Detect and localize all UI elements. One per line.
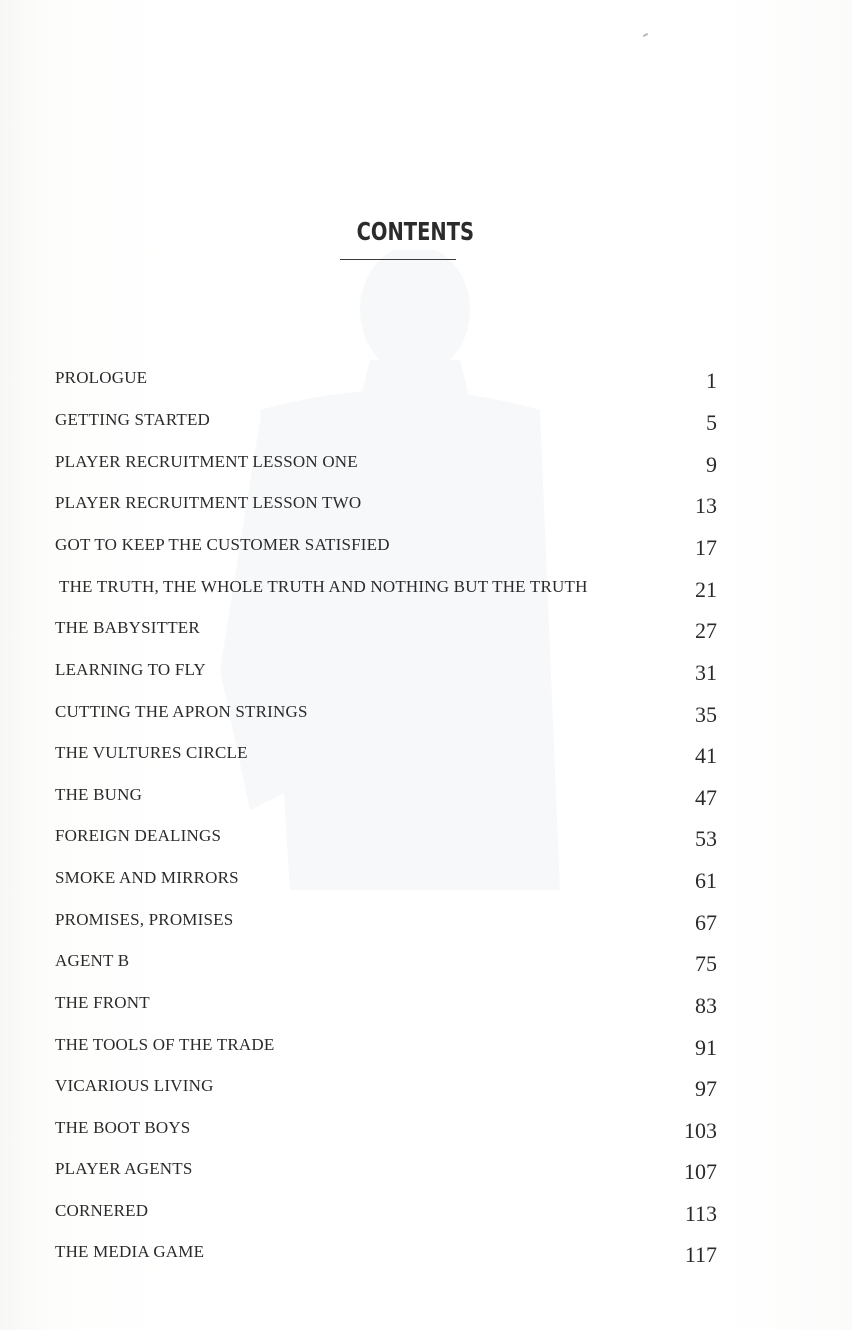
toc-entry-title: THE TRUTH, THE WHOLE TRUTH AND NOTHING BUT THE TRUTH <box>59 577 588 596</box>
toc-entry-page-number: 17 <box>695 535 717 560</box>
toc-entry-page-number: 13 <box>695 493 717 518</box>
toc-entry-title: THE MEDIA GAME <box>55 1242 205 1261</box>
toc-entry[interactable] <box>55 452 717 482</box>
toc-entry[interactable] <box>55 910 717 940</box>
toc-entry-page-number: 53 <box>695 826 717 851</box>
toc-entry-title: PROMISES, PROMISES <box>55 910 234 929</box>
toc-entry-title: CUTTING THE APRON STRINGS <box>55 702 308 721</box>
toc-entry-page-number: 75 <box>695 951 717 976</box>
toc-entry[interactable] <box>55 1242 717 1272</box>
toc-entry-title: CORNERED <box>55 1201 149 1220</box>
toc-entry-page-number: 47 <box>695 785 717 810</box>
toc-entry[interactable] <box>55 1118 717 1148</box>
toc-entry-page-number: 5 <box>706 410 717 435</box>
toc-entry[interactable] <box>55 702 717 732</box>
toc-entry-title: THE FRONT <box>55 993 150 1012</box>
toc-entry-page-number: 9 <box>706 452 717 477</box>
toc-entry[interactable] <box>55 1076 717 1106</box>
toc-entry-page-number: 27 <box>695 618 717 643</box>
toc-entry-title: PROLOGUE <box>55 368 148 387</box>
toc-entry-title: FOREIGN DEALINGS <box>55 826 222 845</box>
toc-entry-page-number: 91 <box>695 1035 717 1060</box>
toc-entry-page-number: 67 <box>695 910 717 935</box>
toc-entry[interactable] <box>55 1201 717 1231</box>
toc-entry-page-number: 83 <box>695 993 717 1018</box>
toc-entry-title: PLAYER RECRUITMENT LESSON ONE <box>55 452 358 471</box>
toc-entry[interactable] <box>55 993 717 1023</box>
toc-entry-title: THE BABYSITTER <box>55 618 200 637</box>
toc-entry-page-number: 21 <box>695 577 717 602</box>
page-title: CONTENTS <box>356 217 475 246</box>
toc-entry-page-number: 117 <box>684 1242 717 1267</box>
toc-entry[interactable] <box>55 868 717 898</box>
toc-entry[interactable] <box>55 743 717 773</box>
toc-entry-page-number: 103 <box>684 1118 717 1143</box>
toc-entry-title: THE TOOLS OF THE TRADE <box>55 1035 275 1054</box>
toc-entry[interactable] <box>55 577 717 607</box>
toc-entry-title: SMOKE AND MIRRORS <box>55 868 239 887</box>
toc-entry-title: LEARNING TO FLY <box>55 660 206 679</box>
toc-entry-title: THE BOOT BOYS <box>55 1118 191 1137</box>
toc-entry-page-number: 107 <box>684 1159 717 1184</box>
toc-entry[interactable] <box>55 368 717 398</box>
toc-entry-page-number: 1 <box>706 368 717 393</box>
toc-entry-page-number: 61 <box>695 868 717 893</box>
toc-entry-page-number: 97 <box>695 1076 717 1101</box>
toc-entry-page-number: 31 <box>695 660 717 685</box>
toc-entry[interactable] <box>55 618 717 648</box>
toc-entry-title: THE BUNG <box>55 785 143 804</box>
toc-entry-title: PLAYER AGENTS <box>55 1159 193 1178</box>
toc-entry-title: THE VULTURES CIRCLE <box>55 743 248 762</box>
toc-entry-page-number: 35 <box>695 702 717 727</box>
toc-entry-title: GOT TO KEEP THE CUSTOMER SATISFIED <box>55 535 390 554</box>
toc-entry[interactable] <box>55 410 717 440</box>
toc-entry[interactable] <box>55 951 717 981</box>
toc-entry-title: VICARIOUS LIVING <box>55 1076 214 1095</box>
toc-entry-page-number: 41 <box>695 743 717 768</box>
toc-entry[interactable] <box>55 1035 717 1065</box>
toc-entry-title: GETTING STARTED <box>55 410 211 429</box>
toc-entry[interactable] <box>55 660 717 690</box>
toc-entry[interactable] <box>55 826 717 856</box>
toc-entry-title: PLAYER RECRUITMENT LESSON TWO <box>55 493 362 512</box>
toc-entry[interactable] <box>55 493 717 523</box>
toc-entry-title: AGENT B <box>55 951 130 970</box>
toc-entry[interactable] <box>55 535 717 565</box>
toc-entry-page-number: 113 <box>684 1201 717 1226</box>
toc-entry[interactable] <box>55 1159 717 1189</box>
toc-entry[interactable] <box>55 785 717 815</box>
